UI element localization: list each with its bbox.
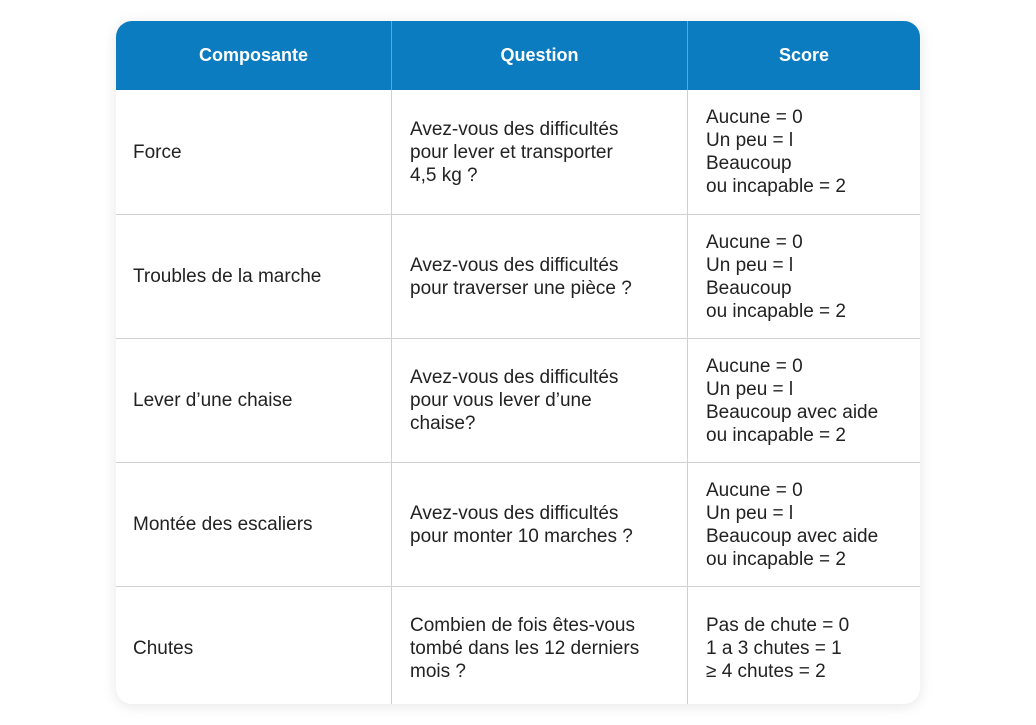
question-line: Avez-vous des difficultés — [410, 118, 619, 140]
score-line: Un peu = l — [706, 254, 794, 276]
score-line: ≥ 4 chutes = 2 — [706, 661, 826, 682]
composante-cell: Chutes — [133, 638, 194, 659]
score-line: ou incapable = 2 — [706, 424, 846, 446]
question-line: pour lever et transporter — [410, 141, 613, 163]
header-composante: Composante — [198, 45, 308, 65]
question-line: Avez-vous des difficultés — [410, 254, 619, 276]
question-cell — [391, 587, 687, 704]
score-line: Aucune = 0 — [706, 107, 803, 128]
question-line: chaise? — [410, 413, 476, 434]
question-cell — [391, 90, 687, 214]
score-line: Un peu = l — [706, 378, 794, 400]
score-cell — [687, 90, 920, 214]
question-cell — [391, 339, 687, 462]
question-line: pour monter 10 marches ? — [410, 525, 633, 547]
composante-cell: Lever d’une chaise — [133, 390, 293, 411]
table-row — [116, 586, 920, 704]
table-row — [116, 462, 920, 586]
table-header — [116, 21, 920, 90]
score-cell — [687, 587, 920, 704]
question-line: Combien de fois êtes-vous — [410, 615, 635, 636]
question-line: 4,5 kg ? — [410, 164, 478, 186]
table-row — [116, 214, 920, 338]
score-line: Beaucoup avec aide — [706, 525, 879, 547]
score-line: ou incapable = 2 — [706, 300, 846, 322]
header-question: Question — [391, 21, 687, 90]
score-table — [116, 21, 920, 704]
score-cell — [687, 215, 920, 338]
score-line: Un peu = l — [706, 502, 794, 524]
question-line: Avez-vous des difficultés — [410, 367, 619, 388]
score-line: Beaucoup avec aide — [706, 401, 879, 423]
question-line: mois ? — [410, 661, 466, 682]
composante-cell: Troubles de la marche — [133, 266, 322, 287]
score-line: Un peu = l — [706, 130, 794, 151]
score-cell — [687, 339, 920, 462]
question-cell — [391, 215, 687, 338]
table-row — [116, 90, 920, 214]
score-cell — [687, 463, 920, 586]
score-line: Aucune = 0 — [706, 479, 803, 501]
score-line: Pas de chute = 0 — [706, 615, 850, 636]
score-line: Aucune = 0 — [706, 231, 803, 253]
question-line: tombé dans les 12 derniers — [410, 638, 640, 659]
question-cell — [391, 463, 687, 586]
score-line: 1 a 3 chutes = 1 — [706, 638, 842, 659]
table-row — [116, 338, 920, 462]
composante-cell: Force — [133, 141, 182, 163]
question-line: pour traverser une pièce ? — [410, 277, 632, 299]
score-line: ou incapable = 2 — [706, 176, 846, 197]
composante-cell: Montée des escaliers — [133, 514, 313, 535]
header-score: Score — [687, 21, 920, 90]
score-line: Beaucoup — [706, 153, 792, 174]
score-line: Beaucoup — [706, 277, 792, 299]
question-line: pour vous lever d’une — [410, 390, 592, 411]
table-body — [116, 90, 920, 704]
score-line: ou incapable = 2 — [706, 548, 846, 570]
score-line: Aucune = 0 — [706, 355, 803, 377]
question-line: Avez-vous des difficultés — [410, 502, 619, 524]
